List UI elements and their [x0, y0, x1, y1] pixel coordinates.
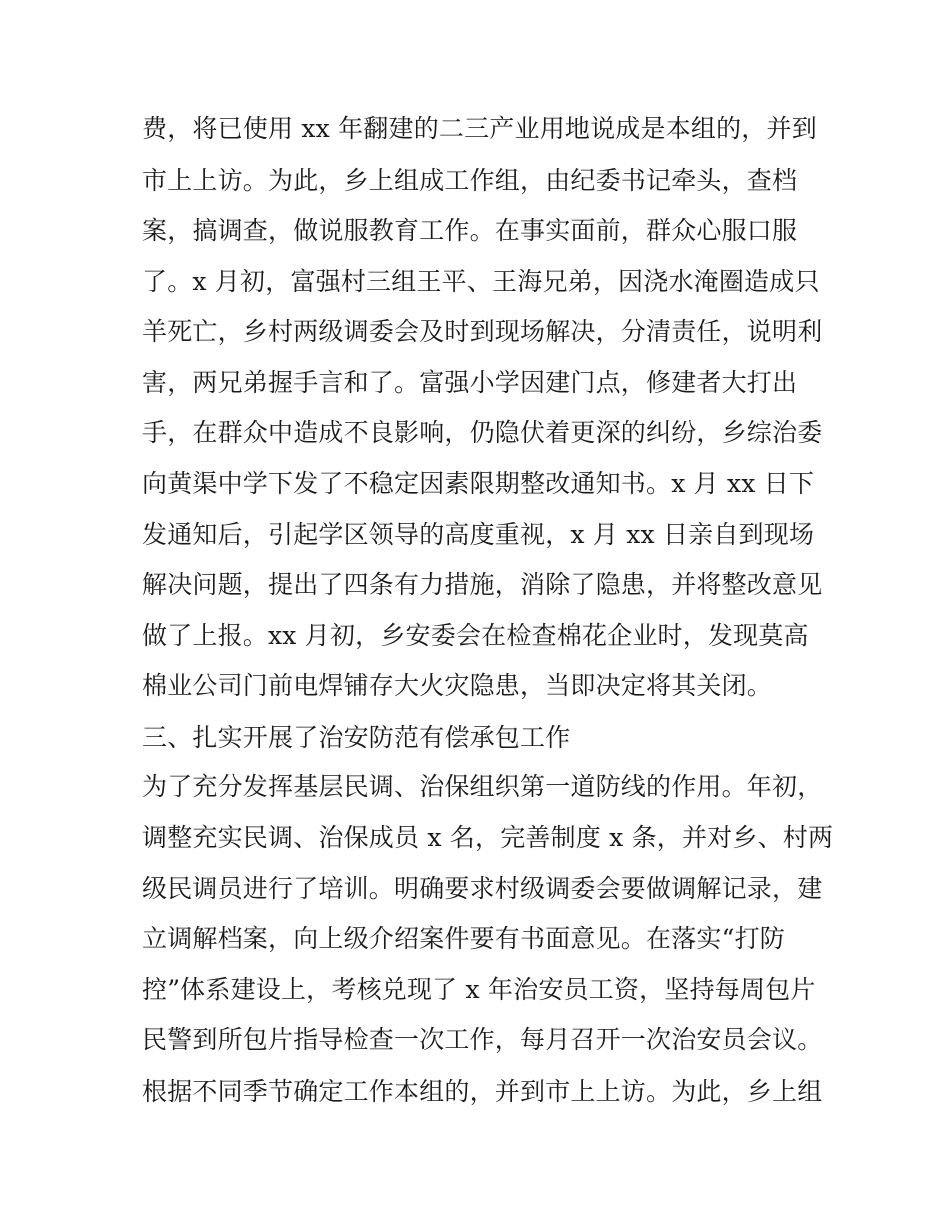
text-line: 解决问题，提出了四条有力措施，消除了隐患，并将整改意见: [142, 570, 823, 599]
text-line: 棉业公司门前电焊铺存大火灾隐患，当即决定将其关闭。: [142, 671, 773, 700]
text-line: 调整充实民调、治保成员 x 名，完善制度 x 条，并对乡、村两: [142, 823, 834, 852]
text-line: 害，两兄弟握手言和了。富强小学因建门点，修建者大打出: [142, 368, 798, 397]
text-line: 向黄渠中学下发了不稳定因素限期整改通知书。x 月 xx 日下: [142, 469, 815, 498]
text-line: 立调解档案，向上级介绍案件要有书面意见。在落实“打防: [142, 924, 785, 953]
text-line: 市上上访。为此，乡上组成工作组，由纪委书记牵头，查档: [142, 166, 798, 195]
text-line: 控”体系建设上，考核兑现了 x 年治安员工资，坚持每周包片: [142, 975, 816, 1004]
text-line: 级民调员进行了培训。明确要求村级调委会要做调解记录，建: [142, 874, 823, 903]
section-heading: 三、扎实开展了治安防范有偿承包工作: [142, 723, 571, 752]
text-line: 为了充分发挥基层民调、治保组织第一道防线的作用。年初，: [142, 772, 823, 801]
text-line: 羊死亡，乡村两级调委会及时到现场解决，分清责任，说明利: [142, 317, 823, 346]
text-line: 发通知后，引起学区领导的高度重视，x 月 xx 日亲自到现场: [142, 520, 815, 549]
text-line: 手，在群众中造成不良影响，仍隐伏着更深的纠纷，乡综治委: [142, 418, 823, 447]
text-line: 案，搞调查，做说服教育工作。在事实面前，群众心服口服: [142, 216, 798, 245]
text-line: 根据不同季节确定工作本组的，并到市上上访。为此，乡上组: [142, 1077, 823, 1106]
text-line: 民警到所包片指导检查一次工作，每月召开一次治安员会议。: [142, 1025, 823, 1054]
text-line: 做了上报。xx 月初，乡安委会在检查棉花企业时，发现莫高: [142, 621, 809, 650]
text-line: 了。x 月初，富强村三组王平、王海兄弟，因浇水淹圈造成只: [142, 267, 820, 296]
text-line: 费，将已使用 xx 年翻建的二三产业用地说成是本组的，并到: [142, 114, 817, 143]
